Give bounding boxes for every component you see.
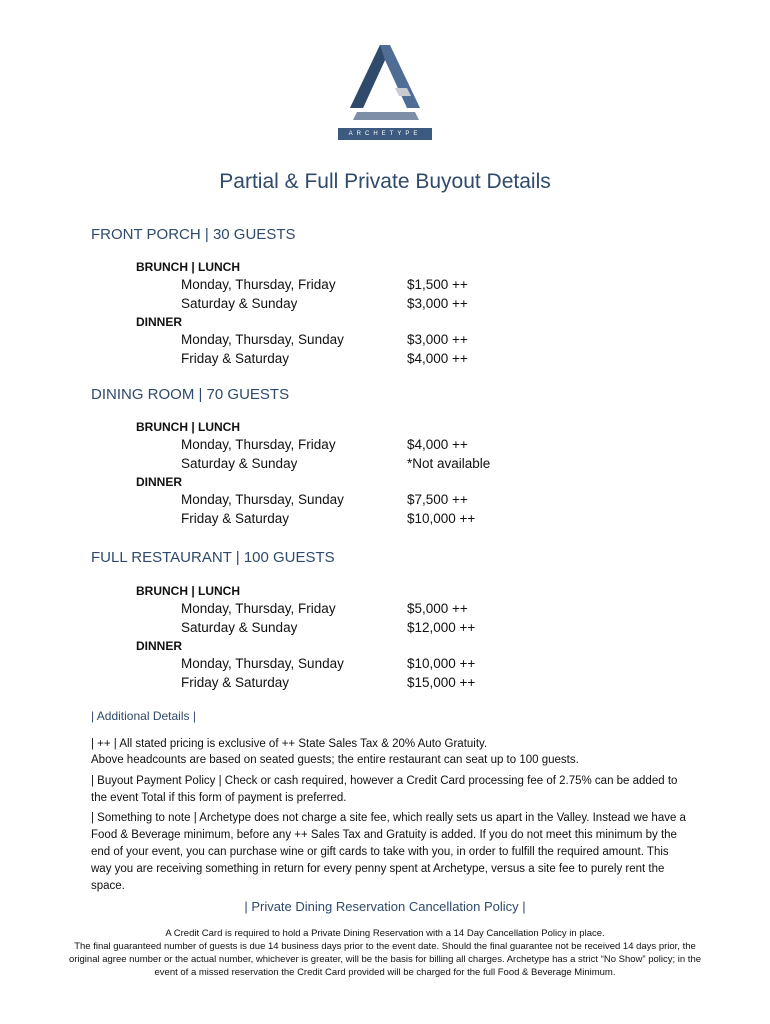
days-row: Monday, Thursday, Friday <box>181 601 336 616</box>
days-row: Friday & Saturday <box>181 351 290 366</box>
days-row: Monday, Thursday, Sunday <box>181 656 344 671</box>
days-row: Saturday & Sunday <box>181 296 298 311</box>
days-row: Friday & Saturday <box>181 675 290 690</box>
price-row: $5,000 ++ <box>407 601 468 616</box>
brunch-label: BRUNCH | LUNCH <box>136 584 241 598</box>
logo-wordmark: ARCHETYPE <box>338 128 432 140</box>
days-row: Monday, Thursday, Sunday <box>181 492 344 507</box>
pricing-note: | ++ | All stated pricing is exclusive of ++ State Sales Tax & 20% Auto Gratuity. <box>91 738 488 750</box>
page-title: Partial & Full Private Buyout Details <box>219 170 551 193</box>
price-row: $1,500 ++ <box>407 277 468 292</box>
dinner-label: DINNER <box>136 639 183 653</box>
dinner-label: DINNER <box>136 315 183 329</box>
days-row: Monday, Thursday, Friday <box>181 277 336 292</box>
days-row: Friday & Saturday <box>181 511 290 526</box>
days-row: Saturday & Sunday <box>181 620 298 635</box>
price-row: $12,000 ++ <box>407 620 476 635</box>
price-row: $10,000 ++ <box>407 511 476 526</box>
days-row: Monday, Thursday, Sunday <box>181 332 344 347</box>
price-row: $3,000 ++ <box>407 332 468 347</box>
brunch-label: BRUNCH | LUNCH <box>136 420 241 434</box>
section-heading-dining-room: DINING ROOM | 70 GUESTS <box>91 386 290 403</box>
archetype-logo-icon <box>335 40 435 140</box>
payment-policy: | Buyout Payment Policy | Check or cash required, however a Credit Card processing fee of 2.75% can be added to the event Total if this form of payment is preferred. <box>91 775 678 804</box>
days-row: Saturday & Sunday <box>181 456 298 471</box>
price-row: $4,000 ++ <box>407 437 468 452</box>
additional-details-heading: | Additional Details | <box>91 709 196 723</box>
price-row: $3,000 ++ <box>407 296 468 311</box>
dinner-label: DINNER <box>136 475 183 489</box>
price-row: $15,000 ++ <box>407 675 476 690</box>
cancellation-line-2: The final guaranteed number of guests is due 14 business days prior to the event date. Should the final guarantee not be received 14 days prior, the original agree number or the actual number, whichever is greater, will be the basis for billing all charges. Archetype has a strict “No Show” policy; in the event of a missed reservation the Credit Card provided will be charged for the full Food & Beverage Minimum. <box>68 941 702 978</box>
section-heading-front-porch: FRONT PORCH | 30 GUESTS <box>91 226 296 243</box>
headcount-note: Above headcounts are based on seated guests; the entire restaurant can seat up to 100 guests. <box>91 754 579 766</box>
site-fee-note: | Something to note | Archetype does not charge a site fee, which really sets us apart in the Valley. Instead we have a Food & Beverage minimum, before any ++ Sales Tax and Gratuity is added. If you do not meet this minimum by the end of your event, you can purchase wine or gift cards to take with you, in order to fulfill the required amount. This way you are receiving something in return for every penny spent at Archetype, versus a site fee to purely rent the space. <box>91 812 686 892</box>
price-row: $10,000 ++ <box>407 656 476 671</box>
brunch-label: BRUNCH | LUNCH <box>136 260 241 274</box>
price-row: *Not available <box>407 456 491 471</box>
section-heading-full-restaurant: FULL RESTAURANT | 100 GUESTS <box>91 549 335 566</box>
cancellation-line-1: A Credit Card is required to hold a Private Dining Reservation with a 14 Day Cancellation Policy in place. <box>165 928 605 939</box>
price-row: $7,500 ++ <box>407 492 468 507</box>
days-row: Monday, Thursday, Friday <box>181 437 336 452</box>
cancellation-heading: | Private Dining Reservation Cancellation Policy | <box>244 899 526 914</box>
price-row: $4,000 ++ <box>407 351 468 366</box>
